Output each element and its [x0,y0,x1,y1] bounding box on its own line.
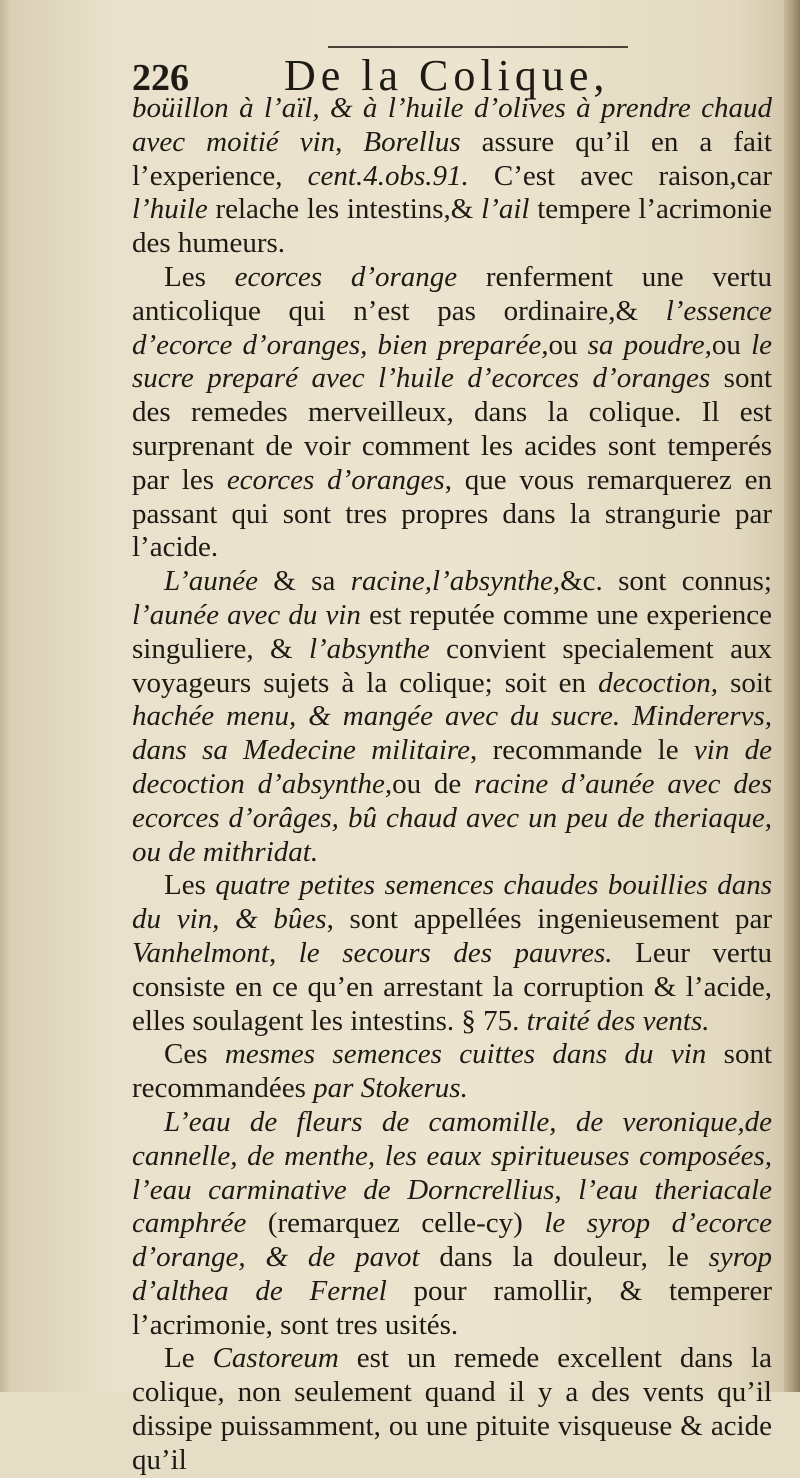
text-run: ou [548,328,588,361]
text-run: Les [164,869,216,902]
italic-run: L’eau de fleurs de camomille, de veronique,de cannelle, de menthe, les eaux spiritueuses composées, l’eau carminative de Dorncrellius [132,1105,772,1206]
italic-run: l’ail [481,193,530,226]
italic-run: hachée menu, & mangée avec du sucre. Minderervs, dans sa Medecine militaire [132,700,772,767]
text-run: soit [718,666,772,699]
text-run: sont recommandées [132,1038,773,1105]
paragraph [132,92,772,261]
text-run: est reputée comme une experience singuliere, & [132,598,772,665]
paragraph [132,1342,772,1477]
italic-run: vin de decoction d’absynthe, [132,734,772,800]
italic-run: l’absynthe [308,632,430,665]
italic-run: mesmes semences cuittes dans du vin [224,1038,707,1071]
text-run: , recommande le [470,734,694,767]
text-run: renferment une vertu anticolique qui n’est pas ordinaire,& [132,260,772,327]
italic-run: Borellus [363,125,461,158]
text-run: Les [164,260,235,293]
italic-run: le sucre preparé avec l’huile d’ecorces d’oranges [132,328,772,395]
text-run: sont des remedes merveilleux, dans la colique. Il est surprenant de voir comment les acides sont temperés par les [132,362,773,496]
italic-run: cent.4.obs.91. [307,159,469,192]
text-run: , [554,1173,579,1206]
text-run: convient specialement aux voyageurs sujets à la colique; soit en [132,632,772,699]
italic-run: l’huile [132,193,208,226]
paragraph [132,261,772,565]
text-run: relache les intestins,& [207,193,482,226]
italic-run: par Stokerus. [313,1072,468,1105]
italic-run: Vanhelmont [132,936,269,969]
page-right-edge [784,0,800,1392]
italic-run: ecorces d’oranges [226,463,445,496]
paragraph [132,869,772,1038]
italic-run: le syrop d’ecorce d’orange, & de pavot [132,1207,772,1274]
italic-run: racine,l’absynthe, [350,565,561,598]
text-run: &c. sont connus; [560,565,772,598]
text-run: , que vous remarquerez en passant qui sont tres propres dans la strangurie par l’acide. [132,463,772,564]
paragraph [132,1038,772,1106]
text-run: tempere l’acrimonie des humeurs. [132,193,772,260]
running-head: De la Colique, [284,51,610,100]
italic-run: ecorces d’orange [234,260,458,293]
text-run: Le [164,1342,213,1375]
text-run: dans la douleur, le [419,1241,709,1274]
text-run: C’est avec raison,car [468,159,772,192]
italic-run: le secours des pauvres. [298,936,613,969]
paragraph [132,1106,772,1343]
italic-run: l’essence d’ecorce d’oranges, bien preparée, [132,294,772,361]
text-run: (remarquez celle-cy) [246,1207,545,1240]
text-run: , [335,125,364,158]
italic-run: traité des vents. [526,1004,710,1037]
text-run: ou de [392,767,475,800]
italic-run: quatre petites semences chaudes bouillies dans du vin, & bûes [132,869,772,936]
italic-run: decoction, [598,666,719,699]
paragraph [132,565,772,869]
page-left-edge [0,0,12,1392]
italic-run: racine d’aunée avec des ecorces d’orâges, bû chaud avec un peu de theriaque, ou de mithridat. [132,767,772,868]
italic-run: l’aunée avec du vin [132,598,361,631]
text-run: pour ramollir, & temperer l’acrimonie, sont tres usités. [132,1274,772,1341]
italic-run: syrop d’althea de Fernel [132,1241,772,1307]
page-number: 226 [132,57,189,99]
text-run: Ces [164,1038,225,1071]
text-run: ou [711,328,752,361]
italic-run: l’eau theriacale camphrée [132,1173,772,1240]
italic-run: boüillon à l’aïl, & à l’huile d’olives à prendre chaud avec moitié vin [132,92,772,158]
italic-run: sa poudre, [587,328,712,361]
italic-run: L’aunée [164,565,258,598]
text-run: & sa [257,565,351,598]
text-run: assure qu’il en a fait l’experience, [132,125,772,192]
text-run: , sont appellées ingenieusement par [326,903,772,936]
italic-run: Castoreum [212,1342,339,1375]
text-run: , [268,936,299,969]
text-run: Leur vertu consiste en ce qu’en arrestant la corruption & l’acide, elles soulagent les intestins. § 75. [132,936,772,1037]
body-text [132,92,772,1478]
header-rule [328,46,628,48]
text-run: est un remede excellent dans la colique, non seulement quand il y a des vents qu’il dissipe puissamment, ou une pituite visqueuse & acide qu’il [132,1342,772,1476]
